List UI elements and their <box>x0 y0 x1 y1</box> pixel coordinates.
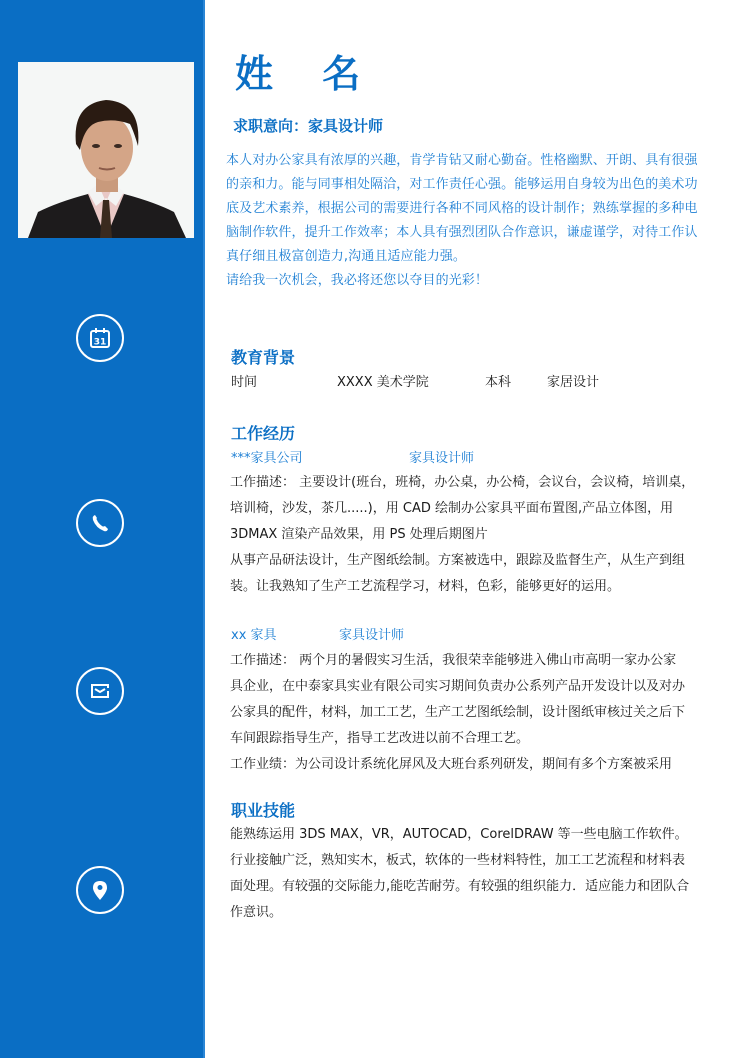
job-intent: 求职意向：家具设计师 <box>233 117 384 135</box>
portrait-image <box>18 62 194 238</box>
job-description <box>230 470 730 600</box>
job-header <box>231 627 711 645</box>
job-line: 公家具的配件，材料，加工工艺，生产工艺图纸绘制，设计图纸审核过关之后下 <box>230 705 686 720</box>
calendar-icon-badge <box>76 314 124 362</box>
sidebar <box>0 0 205 1058</box>
job-line: 工作描述： 两个月的暑假实习生活，我很荣幸能够进入佛山市高明一家办公家 <box>230 653 677 668</box>
location-icon <box>89 879 111 901</box>
intro-line: 真仔细且极富创造力,沟通且适应能力强。 <box>226 249 467 264</box>
skill-line: 能熟练运用 3DS MAX，VR，AUTOCAD，CorelDRAW 等一些电脑工作软件。 <box>230 827 688 842</box>
phone-icon <box>89 512 111 534</box>
intro-line: 脑制作软件，提升工作效率；本人具有强烈团队合作意识，谦虚谨学，对待工作认 <box>226 225 698 240</box>
calendar-icon <box>89 327 111 349</box>
job-header <box>231 450 711 468</box>
job-line: 从事产品研法设计，生产图纸绘制。方案被选中，跟踪及监督生产，从生产到组 <box>230 553 686 568</box>
self-introduction <box>226 149 726 293</box>
job-line: 工作描述： 主要设计(班台，班椅，办公桌，办公椅，会议台，会议椅，培训桌， <box>230 475 695 490</box>
intro-line: 本人对办公家具有浓厚的兴趣，肯学肯钻又耐心勤奋。性格幽默、开朗、具有很强 <box>226 153 698 168</box>
job-description <box>230 648 730 778</box>
skills-title: 职业技能 <box>231 801 296 820</box>
job-position: 家具设计师 <box>409 451 475 466</box>
job-line: 车间跟踪指导生产，指导工艺改进以前不合理工艺。 <box>230 731 530 746</box>
job-line: 具企业，在中泰家具实业有限公司实习期间负责办公系列产品开发设计以及对办 <box>230 679 686 694</box>
intro-line: 的亲和力。能与同事相处隔洽，对工作责任心强。能够运用自身较为出色的美术功 <box>226 177 698 192</box>
job-line: 培训椅，沙发，茶几.....)，用 CAD 绘制办公家具平面布置图,产品立体图，用 <box>230 501 674 516</box>
skills-description <box>230 822 730 926</box>
education-degree: 本科 <box>485 375 512 390</box>
education-row <box>231 373 711 393</box>
profile-photo <box>18 62 194 238</box>
mail-icon-badge <box>76 667 124 715</box>
candidate-name: 姓 名 <box>235 52 379 96</box>
location-icon-badge <box>76 866 124 914</box>
intro-line: 底及艺术素养，根据公司的需要进行各种不同风格的设计制作；熟练掌握的多种电 <box>226 201 698 216</box>
svg-text:31: 31 <box>93 337 107 348</box>
education-title: 教育背景 <box>231 348 296 367</box>
job-position: 家具设计师 <box>339 628 405 643</box>
job-line: 工作业绩：为公司设计系统化屏风及大班台系列研发，期间有多个方案被采用 <box>230 757 673 772</box>
job-line: 3DMAX 渲染产品效果，用 PS 处理后期图片 <box>230 527 488 542</box>
education-time: 时间 <box>231 375 258 390</box>
education-school: XXXX 美术学院 <box>337 375 429 390</box>
skill-line: 作意识。 <box>230 905 283 920</box>
skill-line: 行业接触广泛，熟知实木，板式，软体的一些材料特性，加工工艺流程和材料表 <box>230 853 686 868</box>
mail-icon <box>89 680 111 702</box>
job-company: ***家具公司 <box>231 451 303 466</box>
work-title: 工作经历 <box>231 424 296 443</box>
skill-line: 面处理。有较强的交际能力,能吃苦耐劳。有较强的组织能力．适应能力和团队合 <box>230 879 690 894</box>
intro-line: 请给我一次机会，我必将还您以夺目的光彩！ <box>226 273 489 288</box>
education-major: 家居设计 <box>547 375 600 390</box>
job-line: 装。让我熟知了生产工艺流程学习，材料，色彩，能够更好的运用。 <box>230 579 621 594</box>
phone-icon-badge <box>76 499 124 547</box>
job-company: xx 家具 <box>231 628 277 643</box>
